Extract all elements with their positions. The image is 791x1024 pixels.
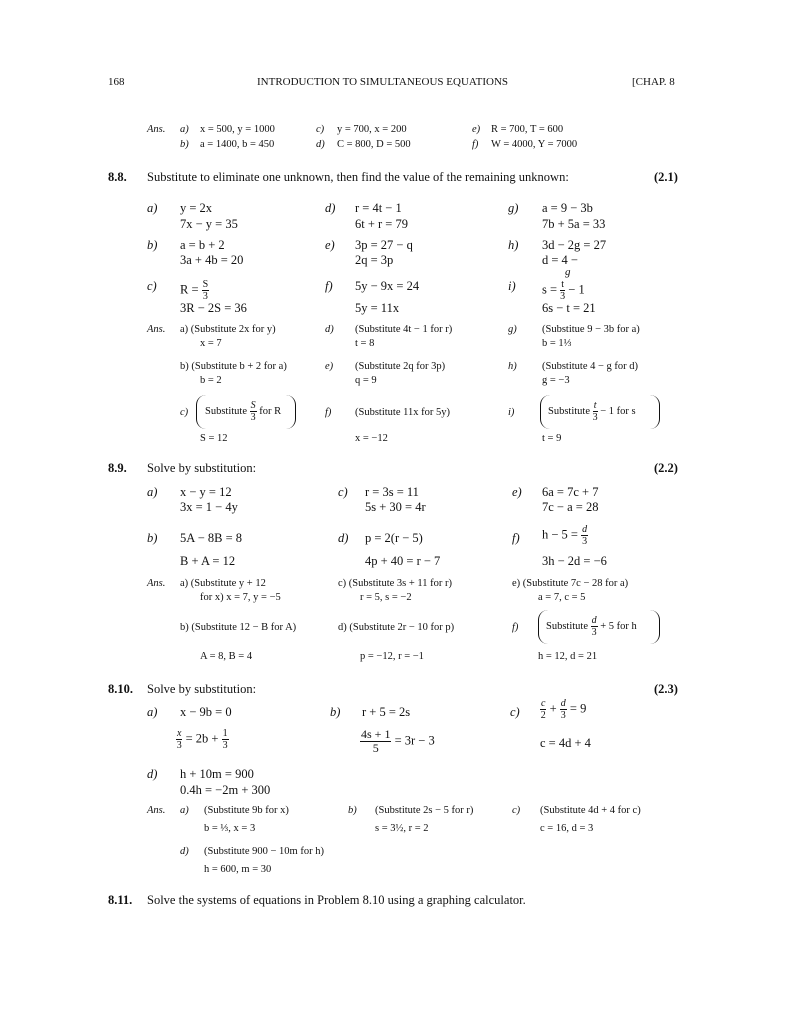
answer: c) (Substitute 3s + 11 for r) [338, 578, 453, 589]
answer-label: a) [180, 805, 189, 816]
equation: 6t + r = 79 [355, 217, 408, 231]
problem-ref-8-8: (2.1) [654, 170, 678, 184]
answer-label: e) [325, 361, 334, 372]
fraction-denominator: 2 [540, 710, 546, 721]
fraction-numerator: t [593, 400, 597, 411]
answer: c = 16, d = 3 [540, 823, 594, 834]
item-label: d) [147, 767, 158, 781]
equation [176, 728, 229, 751]
answer: (Substitute 11x for 5y) [355, 407, 450, 418]
answer-part: Substitute [546, 620, 589, 632]
ans-c-value: y = 700, x = 200 [337, 124, 407, 135]
item-label: h) [508, 238, 519, 252]
item-label: d) [325, 201, 336, 215]
ans-d-label: d) [316, 139, 325, 150]
item-label: i) [508, 279, 516, 293]
answer-part: Substitute [205, 405, 248, 417]
equation [180, 279, 209, 302]
fraction-numerator: d [591, 615, 597, 626]
problem-number-8-10: 8.10. [108, 682, 133, 696]
equation: 6a = 7c + 7 [542, 485, 599, 499]
answer: q = 9 [355, 375, 377, 386]
equation: 0.4h = −2m + 300 [180, 783, 271, 797]
equation-part: = 2b + [185, 731, 219, 746]
answer: b = 1⅓ [542, 338, 572, 349]
fraction [591, 615, 598, 638]
equation: p = 2(r − 5) [365, 531, 423, 545]
ans-f-label: f) [472, 139, 479, 150]
fraction [360, 728, 391, 755]
answer-label: d) [325, 324, 334, 335]
item-label: b) [147, 238, 158, 252]
answer-label: i) [508, 407, 515, 418]
equation [542, 524, 588, 547]
answer: e) (Substitute 7c − 28 for a) [512, 578, 629, 589]
problem-ref-8-9: (2.2) [654, 461, 678, 475]
chapter-label: [CHAP. 8 [632, 76, 675, 88]
fraction-denominator: 3 [582, 536, 588, 547]
answer: a = 7, c = 5 [538, 592, 586, 603]
ans-b-value: a = 1400, b = 450 [200, 139, 275, 150]
equation: 6s − t = 21 [542, 301, 596, 315]
equation: a = 9 − 3b [542, 201, 593, 215]
fraction [202, 279, 210, 302]
problem-number-8-9: 8.9. [108, 461, 127, 475]
fraction-denominator: 3 [592, 412, 598, 423]
fraction-denominator: 3 [202, 291, 208, 302]
answer: S = 12 [200, 433, 228, 444]
fraction-numerator: S [202, 279, 209, 290]
answer [546, 615, 637, 638]
fraction-numerator: t [561, 279, 565, 290]
answer-label: b) [348, 805, 357, 816]
fraction-denominator: 3 [591, 627, 597, 638]
fraction-denominator: 3 [222, 740, 228, 751]
fraction [560, 279, 565, 302]
item-label: d) [338, 531, 349, 545]
answer: (Substitute 4 − g for d) [542, 361, 639, 372]
fraction-denominator: 3 [560, 710, 566, 721]
fraction [250, 400, 257, 423]
answer: b) (Substitute 12 − B for A) [180, 622, 297, 633]
fraction [176, 728, 182, 751]
answer-label: g) [508, 324, 517, 335]
fraction-numerator: 4s + 1 [361, 727, 391, 741]
item-label: a) [147, 201, 158, 215]
item-label: e) [512, 485, 522, 499]
ans-label: Ans. [147, 805, 166, 816]
answer: h = 600, m = 30 [204, 864, 272, 875]
fraction-denominator: 3 [176, 740, 182, 751]
fraction-numerator: d [582, 524, 588, 535]
fraction-numerator: c [541, 698, 546, 709]
problem-number-8-8: 8.8. [108, 170, 127, 184]
equation: r = 3s = 11 [365, 485, 419, 499]
fraction [581, 524, 588, 547]
equation: a = b + 2 [180, 238, 225, 252]
answer: s = 3½, r = 2 [375, 823, 429, 834]
equation-part: s = [542, 282, 558, 297]
answer: b) (Substitute b + 2 for a) [180, 361, 287, 372]
equation-part: R = [180, 282, 199, 297]
problem-text-8-11: Solve the systems of equations in Problem 8.10 using a graphing calculator. [147, 893, 526, 907]
fraction-denominator: 3 [560, 291, 566, 302]
fraction-numerator: x [177, 728, 182, 739]
answer: (Substitute 9b for x) [204, 805, 289, 816]
equation: h + 10m = 900 [180, 767, 254, 781]
equation: 3R − 2S = 36 [180, 301, 247, 315]
equation: 3p = 27 − q [355, 238, 413, 252]
ans-label: Ans. [147, 578, 166, 589]
item-label: f) [325, 279, 333, 293]
answer: (Substitue 9 − 3b for a) [542, 324, 640, 335]
ans-b-label: b) [180, 139, 189, 150]
answer: x = 7 [200, 338, 222, 349]
item-label: a) [147, 705, 158, 719]
fraction-numerator: 1 [222, 728, 228, 739]
fraction [560, 698, 567, 721]
answer: t = 9 [542, 433, 562, 444]
equation: r + 5 = 2s [362, 705, 411, 719]
ans-a-value: x = 500, y = 1000 [200, 124, 275, 135]
ans-label: Ans. [147, 124, 166, 135]
equation: 3h − 2d = −6 [542, 554, 607, 568]
answer: h = 12, d = 21 [538, 651, 598, 662]
answer: for x) x = 7, y = −5 [200, 592, 281, 603]
item-label: g) [508, 201, 519, 215]
equation: 3d − 2g = 27 [542, 238, 607, 252]
answer [205, 400, 281, 423]
ans-c-label: c) [316, 124, 325, 135]
problem-number-8-11: 8.11. [108, 893, 133, 907]
equation: d = 4 − [542, 253, 578, 267]
item-label: c) [510, 705, 520, 719]
answer: g = −3 [542, 375, 570, 386]
ans-label: Ans. [147, 324, 166, 335]
equation-part: + [549, 701, 557, 716]
equation: r = 4t − 1 [355, 201, 402, 215]
equation: 4p + 40 = r − 7 [365, 554, 441, 568]
item-label: e) [325, 238, 335, 252]
equation: c = 4d + 4 [540, 736, 591, 750]
equation: 5A − 8B = 8 [180, 531, 243, 545]
answer [548, 400, 636, 423]
equation-part: − 1 [568, 282, 585, 297]
item-label: f) [512, 531, 520, 545]
ans-d-value: C = 800, D = 500 [337, 139, 411, 150]
equation: x − y = 12 [180, 485, 232, 499]
equation: y = 2x [180, 201, 213, 215]
answer: a) (Substitute 2x for y) [180, 324, 276, 335]
answer-label: c) [180, 407, 189, 418]
answer: A = 8, B = 4 [200, 651, 253, 662]
answer: p = −12, r = −1 [360, 651, 424, 662]
answer-label: f) [512, 622, 519, 633]
fraction-denominator: 3 [250, 412, 256, 423]
item-label: b) [330, 705, 341, 719]
ans-e-label: e) [472, 124, 481, 135]
page-number: 168 [108, 76, 125, 88]
answer: (Substitute 900 − 10m for h) [204, 846, 324, 857]
answer-part: + 5 for h [600, 620, 637, 632]
fraction [540, 698, 546, 721]
answer: a) (Substitute y + 12 [180, 578, 266, 589]
answer-label: f) [325, 407, 332, 418]
answer: x = −12 [355, 433, 388, 444]
equation-part: = 3r − 3 [394, 733, 435, 748]
running-title: INTRODUCTION TO SIMULTANEOUS EQUATIONS [257, 76, 509, 88]
fraction-numerator: S [250, 400, 256, 411]
fraction-denominator: 5 [372, 741, 379, 755]
equation: B + A = 12 [180, 554, 236, 568]
ans-e-value: R = 700, T = 600 [491, 124, 564, 135]
equation: x − 9b = 0 [180, 705, 232, 719]
answer: (Substitute 2s − 5 for r) [375, 805, 474, 816]
equation: 5y = 11x [355, 301, 400, 315]
problem-ref-8-10: (2.3) [654, 682, 678, 696]
equation: 7b + 5a = 33 [542, 217, 606, 231]
fraction [222, 728, 229, 751]
answer: d) (Substitute 2r − 10 for p) [338, 622, 455, 633]
equation [542, 279, 585, 302]
fraction [593, 400, 598, 423]
answer-part: − 1 for s [600, 405, 636, 417]
equation: 3x = 1 − 4y [180, 500, 238, 514]
answer: b = ⅓, x = 3 [204, 823, 256, 834]
answer: t = 8 [355, 338, 375, 349]
equation-part: h − 5 = [542, 527, 578, 542]
equation: 7c − a = 28 [542, 500, 599, 514]
item-label: c) [338, 485, 348, 499]
problem-text-8-8: Substitute to eliminate one unknown, then find the value of the remaining unknown: [147, 170, 569, 184]
answer-label: d) [180, 846, 189, 857]
equation [540, 698, 586, 721]
answer-part: for R [259, 405, 282, 417]
ans-f-value: W = 4000, Y = 7000 [491, 139, 578, 150]
problem-text-8-9: Solve by substitution: [147, 461, 257, 475]
equation [360, 728, 435, 755]
answer: (Substitute 2q for 3p) [355, 361, 446, 372]
fraction-numerator: d [560, 698, 566, 709]
answer-label: c) [512, 805, 521, 816]
equation: 3a + 4b = 20 [180, 253, 244, 267]
equation: 2q = 3p [355, 253, 394, 267]
answer-label: h) [508, 361, 517, 372]
answer-part: Substitute [548, 405, 591, 417]
problem-text-8-10: Solve by substitution: [147, 682, 257, 696]
item-label: a) [147, 485, 158, 499]
equation: 5s + 30 = 4r [365, 500, 426, 514]
ans-a-label: a) [180, 124, 189, 135]
equation-part: g [565, 266, 571, 278]
equation: 7x − y = 35 [180, 217, 238, 231]
equation: 5y − 9x = 24 [355, 279, 420, 293]
answer: b = 2 [200, 375, 222, 386]
item-label: b) [147, 531, 158, 545]
equation-part: = 9 [569, 701, 587, 716]
answer: r = 5, s = −2 [360, 592, 412, 603]
item-label: c) [147, 279, 157, 293]
answer: (Substitute 4t − 1 for r) [355, 324, 453, 335]
answer: (Substitute 4d + 4 for c) [540, 805, 641, 816]
